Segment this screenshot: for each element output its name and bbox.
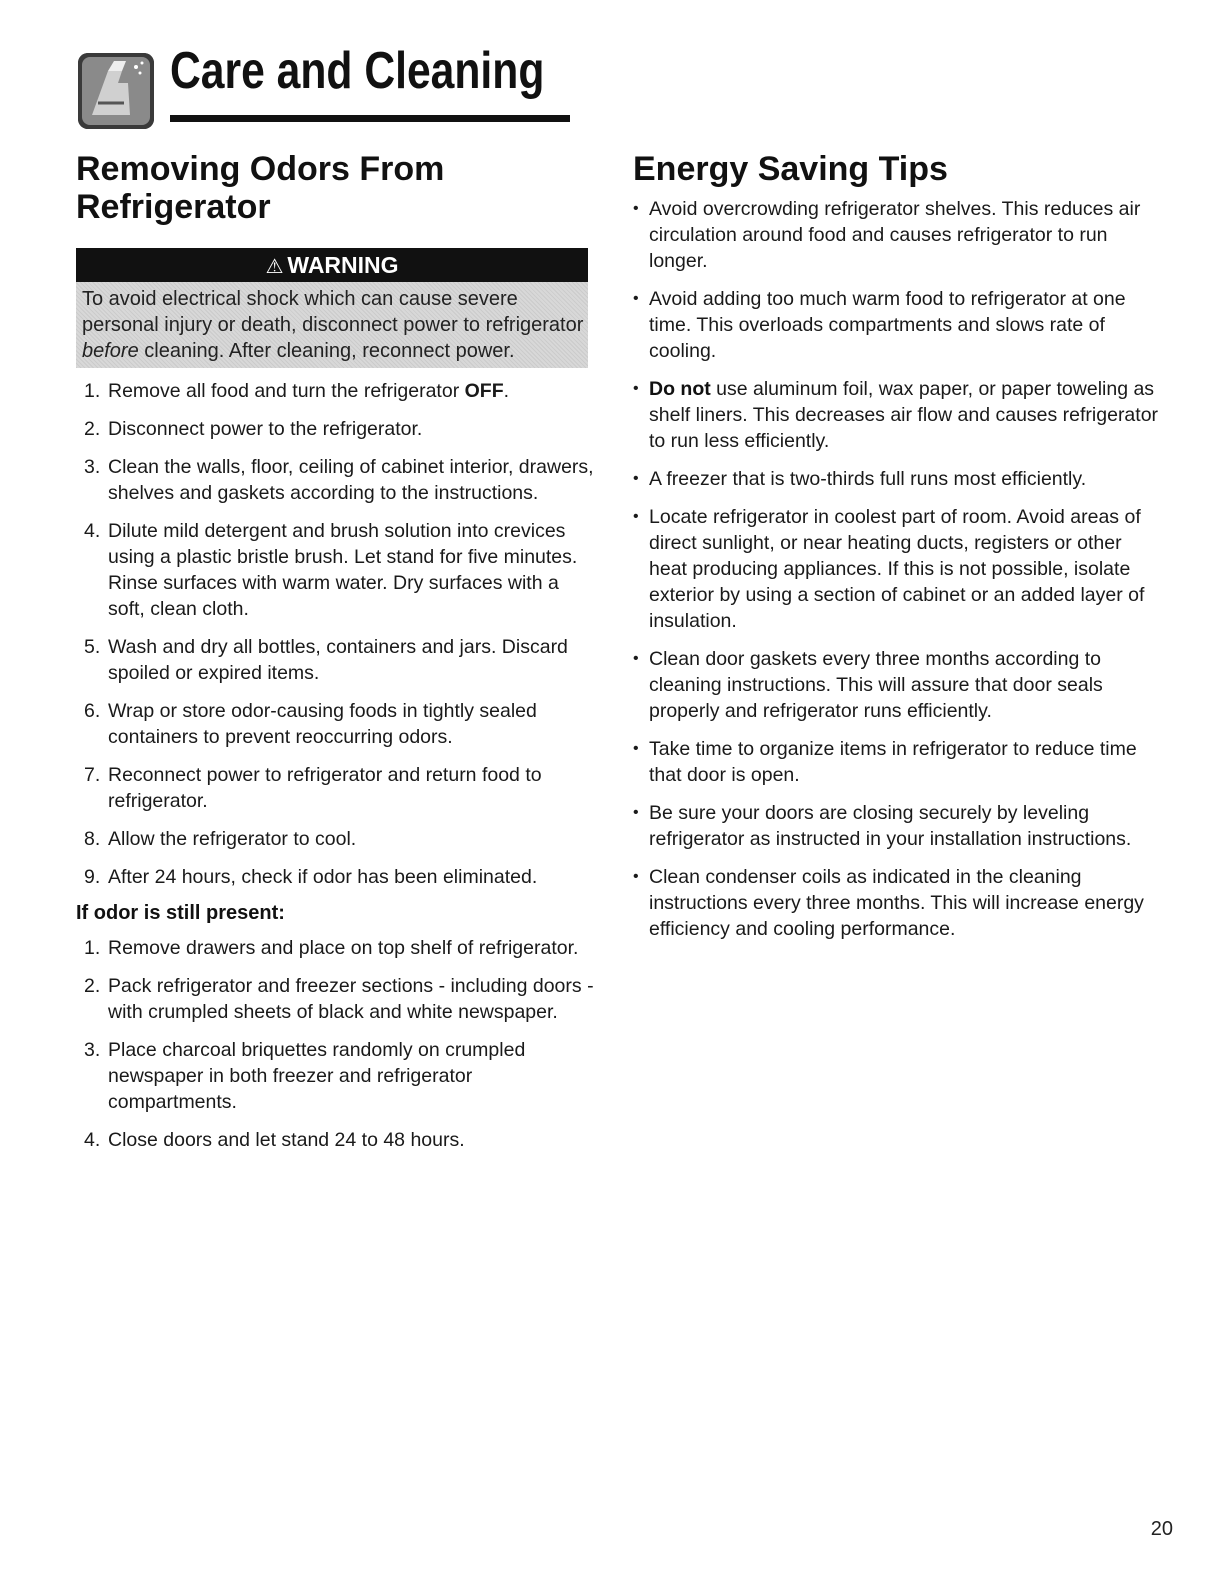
odor-persist-subheading: If odor is still present: (76, 902, 285, 924)
list-item: • Locate refrigerator in coolest part of room. Avoid areas of direct sunlight, or near heating ducts, registers or other heat producing appliances. If this is not possible, isolate exterior by using a section of cabinet or an added layer of insulation. (633, 504, 1163, 634)
list-item: • Do not use aluminum foil, wax paper, or paper toweling as shelf liners. This decreases air flow and causes refrigerator to run less efficiently. (633, 376, 1163, 454)
page-number: 20 (1150, 1518, 1173, 1540)
list-item: 1. Remove drawers and place on top shelf of refrigerator. (84, 937, 579, 959)
list-item: 4. Close doors and let stand 24 to 48 hours. (84, 1129, 465, 1151)
left-column (76, 150, 596, 1165)
odor-persist-steps-list (76, 935, 596, 1153)
list-item: 4. Dilute mild detergent and brush solution into crevices using a plastic bristle brush. Let stand for five minutes. Rinse surfaces with warm water. Dry surfaces with a soft, clean cloth. (84, 520, 578, 620)
list-item: • Avoid overcrowding refrigerator shelves. This reduces air circulation around food and causes refrigerator to run longer. (633, 196, 1163, 274)
warning-triangle-icon: ⚠ (265, 256, 284, 278)
warning-header (76, 248, 588, 282)
warning-text: To avoid electrical shock which can cause severe personal injury or death, disconnect power to refrigerator before cleaning. After cleaning, reconnect power. (82, 288, 584, 362)
list-item: 3. Place charcoal briquettes randomly on crumpled newspaper in both freezer and refrigerator compartments. (84, 1039, 526, 1113)
energy-tips-list (633, 196, 1163, 942)
list-item: 3. Clean the walls, floor, ceiling of cabinet interior, drawers, shelves and gaskets according to the instructions. (84, 456, 594, 504)
warning-box (76, 248, 588, 368)
section-heading-energy: Energy Saving Tips (633, 150, 948, 188)
warning-title: WARNING (287, 252, 399, 278)
list-item: • Avoid adding too much warm food to refrigerator at one time. This overloads compartments and slows rate of cooling. (633, 286, 1163, 364)
section-heading-odors: Removing Odors From Refrigerator (76, 150, 445, 226)
right-column (633, 150, 1163, 954)
page-title: Care and Cleaning (170, 42, 545, 100)
list-item: • Clean door gaskets every three months according to cleaning instructions. This will assure that door seals properly and refrigerator runs efficiently. (633, 646, 1163, 724)
header-underline (170, 115, 570, 122)
list-item: • A freezer that is two-thirds full runs most efficiently. (633, 466, 1163, 492)
list-item: • Be sure your doors are closing securely by leveling refrigerator as instructed in your installation instructions. (633, 800, 1163, 852)
list-item: 9. After 24 hours, check if odor has been eliminated. (84, 866, 538, 888)
list-item: 7. Reconnect power to refrigerator and return food to refrigerator. (84, 764, 542, 812)
list-item: 6. Wrap or store odor-causing foods in tightly sealed containers to prevent reoccurring odors. (84, 700, 537, 748)
list-item: 8. Allow the refrigerator to cool. (84, 828, 357, 850)
list-item: • Clean condenser coils as indicated in the cleaning instructions every three months. This will increase energy efficiency and cooling performance. (633, 864, 1163, 942)
list-item: 1. Remove all food and turn the refrigerator OFF. (84, 380, 510, 402)
cleaning-spray-icon (78, 53, 154, 129)
list-item: 2. Disconnect power to the refrigerator. (84, 418, 423, 440)
page-header (78, 42, 578, 125)
odor-steps-list (76, 378, 596, 890)
list-item: 5. Wash and dry all bottles, containers and jars. Discard spoiled or expired items. (84, 636, 568, 684)
list-item: • Take time to organize items in refrigerator to reduce time that door is open. (633, 736, 1163, 788)
list-item: 2. Pack refrigerator and freezer sections - including doors - with crumpled sheets of black and white newspaper. (84, 975, 594, 1023)
